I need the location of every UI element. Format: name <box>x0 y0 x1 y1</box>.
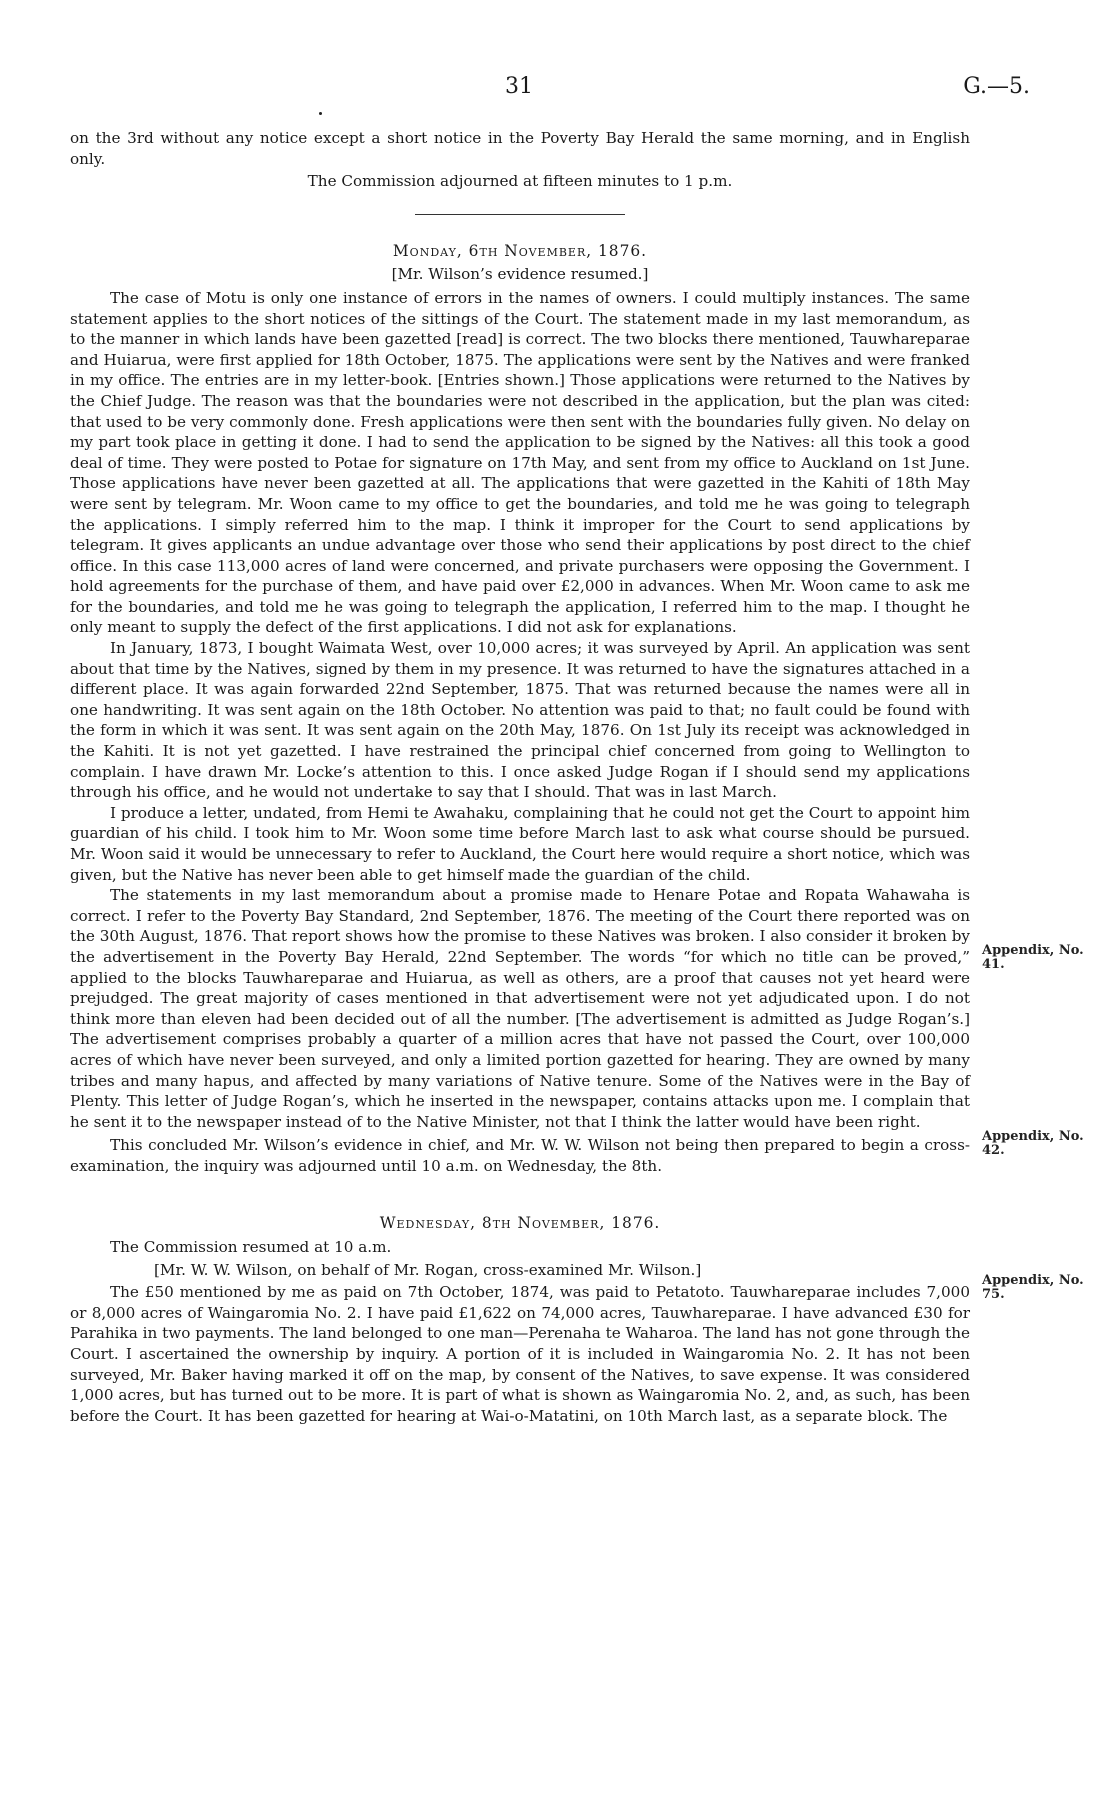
cross-examination-note: [Mr. W. W. Wilson, on behalf of Mr. Rogan, cross-examined Mr. Wilson.] <box>154 1260 702 1279</box>
document-body <box>70 128 970 1426</box>
date-heading-6th-november: Monday, 6th November, 1876. <box>392 241 648 260</box>
section-divider <box>415 214 625 215</box>
margin-note-appendix-75: Appendix, No. 75. <box>982 1273 1084 1302</box>
margin-note-appendix-42: Appendix, No. 42. <box>982 1129 1084 1158</box>
paragraph-hemi-te-awahaku: I produce a letter, undated, from Hemi te Awahaku, complaining that he could not get the Court to appoint him guardian of his child. I took him to Mr. Woon some time before March last to ask what course should be pursued. Mr. Woon said it would be unnecessary to refer to Auckland, the Court here would require a short notice, which was given, but the Native has never been able to get himself made the guardian of the child. <box>70 803 970 884</box>
paragraph-henare-potae-promise: The statements in my last memorandum about a promise made to Henare Potae and Ropata Wahawaha is correct. I refer to the Poverty Bay Standard, 2nd September, 1876. The meeting of the Court there reported was on the 30th August, 1876. That report shows how the promise to these Natives was broken. I also consider it broken by the advertisement in the Poverty Bay Herald, 22nd September. The words “for which no title can be proved,” applied to the blocks Tauwhareparae and Huiarua, as well as others, are a proof that causes not yet heard were prejudged. The great majority of cases mentioned in that advertisement were not yet adjudicated upon. I do not think more than eleven had been decided out of all the number. [The advertisement is admitted as Judge Rogan’s.] The advertisement comprises probably a quarter of a million acres that have not passed the Court, over 100,000 acres of which have never been surveyed, and only a limited portion gazetted for hearing. They are owned by many tribes and many hapus, and affected by many variations of Native tenure. Some of the Natives were in the Bay of Plenty. This letter of Judge Rogan’s, which he inserted in the newspaper, contains attacks upon me. I complain that he sent it to the newspaper instead of to the Native Minister, not that I think the latter would have been right. <box>70 886 970 1131</box>
document-reference: G.—5. <box>963 74 1030 99</box>
paragraph-motu-case: The case of Motu is only one instance of errors in the names of owners. I could multiply instances. The same statement applies to the short notices of the sittings of the Court. The statement made in my last memorandum, as to the manner in which lands have been gazetted [read] is correct. The two blocks there mentioned, Tauwhareparae and Huiarua, were first applied for 18th October, 1875. The applications were sent by the Natives and were franked in my office. The entries are in my letter-book. [Entries shown.] Those applications were returned to the Natives by the Chief Judge. The reason was that the boundaries were not described in the application, but the plan was cited: that used to be very commonly done. Fresh applications were then sent with the boundaries fully given. No delay on my part took place in getting it done. I had to send the application to be signed by the Natives: all this took a good deal of time. They were posted to Potae for signature on 17th May, and sent from my office to Auckland on 1st June. Those applications have never been gazetted at all. The applications that were gazetted in the Kahiti of 18th May were sent by telegram. Mr. Woon came to my office to get the boundaries, and told me he was going to telegraph the applications. I simply referred him to the map. I think it improper for the Court to send applications by telegram. It gives applicants an undue advantage over those who send their applications by post direct to the chief office. In this case 113,000 acres of land were concerned, and private purchasers were opposing the Government. I hold agreements for the purchase of them, and have paid over £2,000 in advances. When Mr. Woon came to ask me for the boundaries, and told me he was going to telegraph the application, I referred him to the map. I thought he only meant to supply the defect of the first applications. I did not ask for explanations. <box>70 288 970 637</box>
adjournment-note: The Commission adjourned at fifteen minutes to 1 p.m. <box>307 172 733 191</box>
date-heading-8th-november: Wednesday, 8th November, 1876. <box>379 1213 661 1232</box>
margin-note-appendix-41: Appendix, No. 41. <box>982 943 1084 972</box>
paragraph-evidence-concluded: This concluded Mr. Wilson’s evidence in chief, and Mr. W. W. Wilson not being then prepared to begin a cross-examination, the inquiry was adjourned until 10 a.m. on Wednesday, the 8th. <box>70 1136 970 1175</box>
page-header <box>0 74 1114 104</box>
paragraph-1: on the 3rd without any notice except a short notice in the Poverty Bay Herald the same morning, and in English only. <box>70 129 970 168</box>
ink-speck <box>319 112 322 115</box>
paragraph-waimata-west: In January, 1873, I bought Waimata West, over 10,000 acres; it was surveyed by April. An application was sent about that time by the Natives, signed by them in my presence. It was returned to have the signatures attached in a different place. It was again forwarded 22nd September, 1875. That was returned because the names were all in one handwriting. It was sent again on the 18th October. No attention was paid to that; no fault could be found with the form in which it was sent. It was sent again on the 20th May, 1876. On 1st July its receipt was acknowledged in the Kahiti. It is not yet gazetted. I have restrained the principal chief concerned from going to Wellington to complain. I have drawn Mr. Locke’s attention to this. I once asked Judge Rogan if I should send my applications through his office, and he would not undertake to say that I should. That was in last March. <box>70 639 970 802</box>
page-number: 31 <box>505 74 533 99</box>
commission-resumed-note: The Commission resumed at 10 a.m. <box>110 1238 392 1257</box>
evidence-resumed-note: [Mr. Wilson’s evidence resumed.] <box>391 265 649 284</box>
paragraph-cross-examination: The £50 mentioned by me as paid on 7th October, 1874, was paid to Petatoto. Tauwhareparae includes 7,000 or 8,000 acres of Waingaromia No. 2. I have paid £1,622 on 74,000 acres, Tauwhareparae. I have advanced £30 for Parahika in two payments. The land belonged to one man—Perenaha te Waharoa. The land has not gone through the Court. I ascertained the ownership by inquiry. A portion of it is included in Waingaromia No. 2. It has not been surveyed, Mr. Baker having marked it off on the map, by consent of the Natives, to save expense. It was considered 1,000 acres, but has turned out to be more. It is part of what is shown as Waingaromia No. 2, and, as such, has been before the Court. It has been gazetted for hearing at Wai-o-Matatini, on 10th March last, as a separate block. The <box>70 1283 970 1425</box>
